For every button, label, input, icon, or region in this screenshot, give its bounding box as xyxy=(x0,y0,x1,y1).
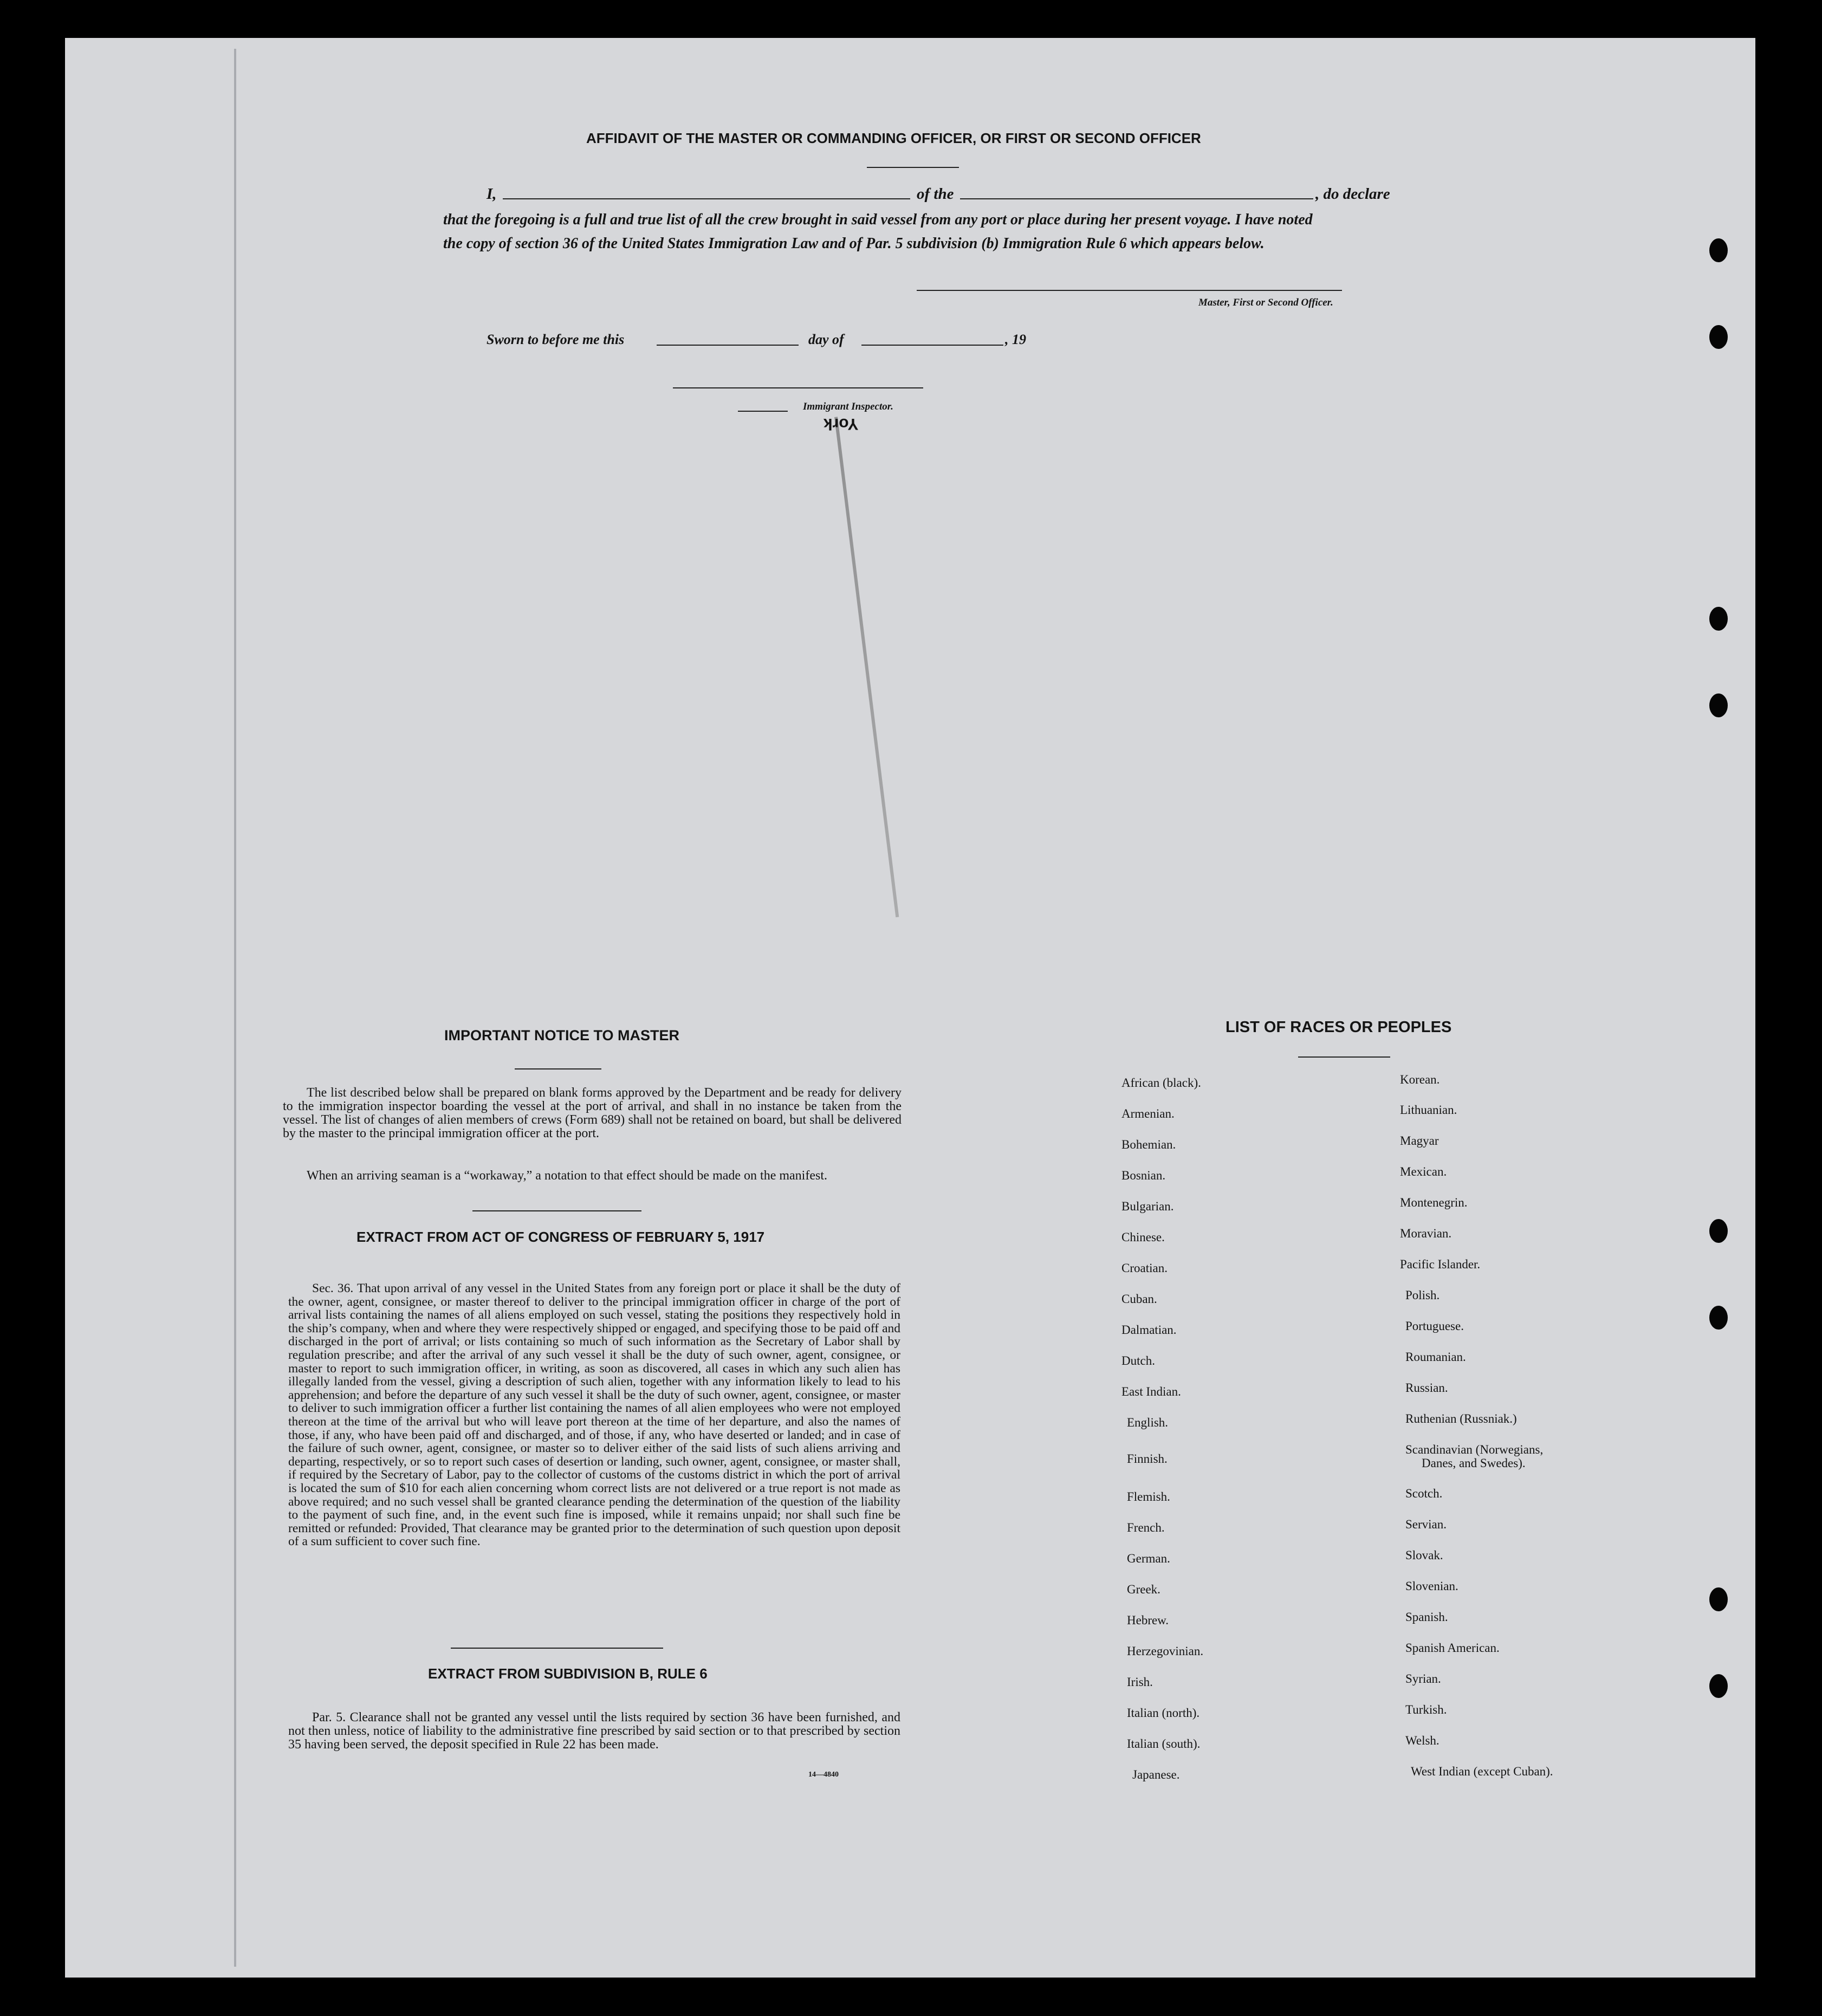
race-item: Herzegovinian. xyxy=(1127,1644,1204,1658)
title-rule xyxy=(867,167,959,168)
race-item: Bulgarian. xyxy=(1121,1200,1174,1213)
act-extract-title: EXTRACT FROM ACT OF CONGRESS OF FEBRUARY 5, 1917 xyxy=(356,1229,765,1245)
race-item: African (black). xyxy=(1121,1076,1201,1090)
race-item: Lithuanian. xyxy=(1400,1103,1457,1117)
i-label: I, xyxy=(487,185,497,203)
race-item: Flemish. xyxy=(1127,1490,1170,1503)
race-item: Syrian. xyxy=(1405,1672,1441,1686)
race-item: Servian. xyxy=(1405,1518,1447,1531)
race-item: Finnish. xyxy=(1127,1452,1168,1466)
binder-hole xyxy=(1709,325,1728,349)
year-label: , 19 xyxy=(1005,332,1026,347)
race-item: Japanese. xyxy=(1132,1768,1180,1781)
notice-paragraph-2 xyxy=(283,1169,902,1183)
race-item: Turkish. xyxy=(1405,1703,1447,1716)
notice-paragraph-1-text: The list described below shall be prepared on blank forms approved by the Department and be ready for delivery to the immigration inspector boarding the vessel at the port of arrival, and shall in no instance be taken from the vessel. The list of changes of alien members of crews (Form 689) shall not be retained on board, but shall be delivered by the master to the principal immigration officer at the port. xyxy=(283,1086,902,1140)
rule-extract-title: EXTRACT FROM SUBDIVISION B, RULE 6 xyxy=(428,1665,708,1682)
races-rule xyxy=(1298,1056,1390,1058)
race-item: Croatian. xyxy=(1121,1261,1168,1275)
race-item: Danes, and Swedes). xyxy=(1422,1456,1526,1470)
race-item: German. xyxy=(1127,1552,1170,1565)
inspector-short-line xyxy=(738,411,788,412)
binder-hole xyxy=(1709,1587,1728,1611)
race-item: Spanish American. xyxy=(1405,1641,1500,1655)
race-item: Bohemian. xyxy=(1121,1138,1176,1151)
race-item: Hebrew. xyxy=(1127,1613,1169,1627)
affidavit-title: AFFIDAVIT OF THE MASTER OR COMMANDING OFFICER, OR FIRST OR SECOND OFFICER xyxy=(586,130,1201,146)
race-item: Scandinavian (Norwegians, xyxy=(1405,1443,1544,1456)
act-extract-text: Sec. 36. That upon arrival of any vessel in the United States from any foreign port or place it shall be the duty of the owner, agent, consignee, or master thereof to deliver to the principal immigration officer in charge of the port of arrival lists containing the names of all aliens employed on such vessel, stating the positions they respectively hold in the ship’s company, when and where they were respectively shipped or engaged, and specifying those to be paid off and discharged in the port of arrival; or lists containing so much of such information as the Secretary of Labor shall by regulation prescribe; and after the arrival of any such vessel it shall be the duty of such owner, agent, consignee, or master to report to such immigration officer, in writing, as soon as discovered, all cases in which any such alien has illegally landed from the vessel, giving a description of such alien, together with any information likely to lead to his apprehension; and before the departure of any such vessel it shall be the duty of such owner, agent, consignee, or master to deliver to such immigration officer a further list containing the names of all alien employees who were not employed thereon at the time of the arrival but who will leave port thereon at the time of her departure, and also the names of those, if any, who have been paid off and discharged, and of those, if any, who have deserted or landed; and in case of the failure of such owner, agent, consignee, or master so to deliver either of the said lists of such aliens arriving and departing, respectively, or so to report such cases of desertion or landing, such owner, agent, consignee, or master shall, if required by the Secretary of Labor, pay to the collector of customs of the customs district in which the port of arrival is located the sum of $10 for each alien concerning whom correct lists are not delivered or a true report is not made as above required; and no such vessel shall be granted clearance pending the determination of the question of the liability to the payment of such fine, and, in the event such fine is imposed, while it remains unpaid; nor shall such fine be remitted or refunded: Provided, That clearance may be granted prior to the determination of such question upon deposit of a sum sufficient to cover such fine. xyxy=(288,1281,900,1549)
race-item: Irish. xyxy=(1127,1675,1153,1689)
race-item: Italian (south). xyxy=(1127,1737,1201,1751)
race-item: Portuguese. xyxy=(1405,1319,1464,1333)
race-item: East Indian. xyxy=(1121,1385,1181,1398)
stamp-streak xyxy=(834,417,899,917)
race-item: Cuban. xyxy=(1121,1292,1157,1306)
day-of-label: day of xyxy=(808,332,844,347)
document-page xyxy=(65,38,1755,1978)
stamp-text: York xyxy=(824,415,859,433)
race-item: French. xyxy=(1127,1521,1165,1534)
section-divider xyxy=(472,1210,641,1211)
binder-hole xyxy=(1709,238,1728,262)
notice-title: IMPORTANT NOTICE TO MASTER xyxy=(444,1027,679,1043)
race-item: Welsh. xyxy=(1405,1734,1440,1747)
race-item: Dalmatian. xyxy=(1121,1323,1177,1337)
race-item: Dutch. xyxy=(1121,1354,1155,1367)
race-item: West Indian (except Cuban). xyxy=(1411,1765,1553,1778)
race-item: English. xyxy=(1127,1416,1169,1429)
notice-paragraph-1 xyxy=(283,1086,902,1140)
master-signature-line xyxy=(917,290,1342,291)
name-blank xyxy=(503,198,910,199)
race-item: Russian. xyxy=(1405,1381,1448,1395)
race-item: Slovenian. xyxy=(1405,1579,1458,1593)
race-item: Scotch. xyxy=(1405,1487,1443,1500)
race-item: Chinese. xyxy=(1121,1230,1165,1244)
race-item: Magyar xyxy=(1400,1134,1439,1148)
binder-hole xyxy=(1709,607,1728,631)
race-item: Roumanian. xyxy=(1405,1350,1466,1364)
race-item: Bosnian. xyxy=(1121,1169,1166,1182)
race-item: Korean. xyxy=(1400,1073,1440,1086)
sworn-day-blank xyxy=(657,345,799,346)
declaration-line-2: the copy of section 36 of the United States Immigration Law and of Par. 5 subdivision (b) Immigration Rule 6 which appears below. xyxy=(443,235,1265,252)
notice-paragraph-2-text: When an arriving seaman is a “workaway,” a notation to that effect should be made on the manifest. xyxy=(307,1169,827,1183)
declaration-line-1: that the foregoing is a full and true list of all the crew brought in said vessel from any port or place during her present voyage. I have noted xyxy=(443,211,1313,228)
race-item: Moravian. xyxy=(1400,1227,1452,1240)
inspector-label: Immigrant Inspector. xyxy=(803,401,893,412)
page-fold-line xyxy=(234,49,236,1967)
race-item: Italian (north). xyxy=(1127,1706,1200,1720)
race-item: Polish. xyxy=(1405,1288,1440,1302)
binder-hole xyxy=(1709,1674,1728,1698)
race-item: Ruthenian (Russniak.) xyxy=(1405,1412,1517,1425)
binder-hole xyxy=(1709,1306,1728,1330)
form-number: 14—4840 xyxy=(808,1771,839,1779)
race-item: Slovak. xyxy=(1405,1548,1443,1562)
section-divider xyxy=(451,1648,663,1649)
rule-extract-text: Par. 5. Clearance shall not be granted any vessel until the lists required by section 36 have been furnished, and not then unless, notice of liability to the administrative fine prescribed by said section or to that prescribed by section 35 having been served, the deposit specified in Rule 22 has been made. xyxy=(288,1710,900,1752)
sworn-label: Sworn to before me this xyxy=(487,332,625,347)
race-item: Greek. xyxy=(1127,1583,1160,1596)
inspector-signature-line xyxy=(673,387,923,388)
notice-rule xyxy=(515,1068,601,1069)
binder-hole xyxy=(1709,1219,1728,1243)
race-item: Montenegrin. xyxy=(1400,1196,1468,1209)
race-item: Mexican. xyxy=(1400,1165,1447,1178)
act-extract-paragraph xyxy=(288,1282,900,1548)
master-signature-label: Master, First or Second Officer. xyxy=(1198,297,1333,308)
race-item: Spanish. xyxy=(1405,1610,1448,1624)
races-title: LIST OF RACES OR PEOPLES xyxy=(1226,1019,1452,1036)
vessel-blank xyxy=(960,198,1313,199)
declare-label: , do declare xyxy=(1315,185,1390,203)
sworn-month-blank xyxy=(861,345,1003,346)
race-item: Armenian. xyxy=(1121,1107,1175,1120)
rule-extract-paragraph xyxy=(288,1711,900,1752)
binder-hole xyxy=(1709,693,1728,717)
of-the-label: of the xyxy=(917,185,954,203)
race-item: Pacific Islander. xyxy=(1400,1257,1481,1271)
